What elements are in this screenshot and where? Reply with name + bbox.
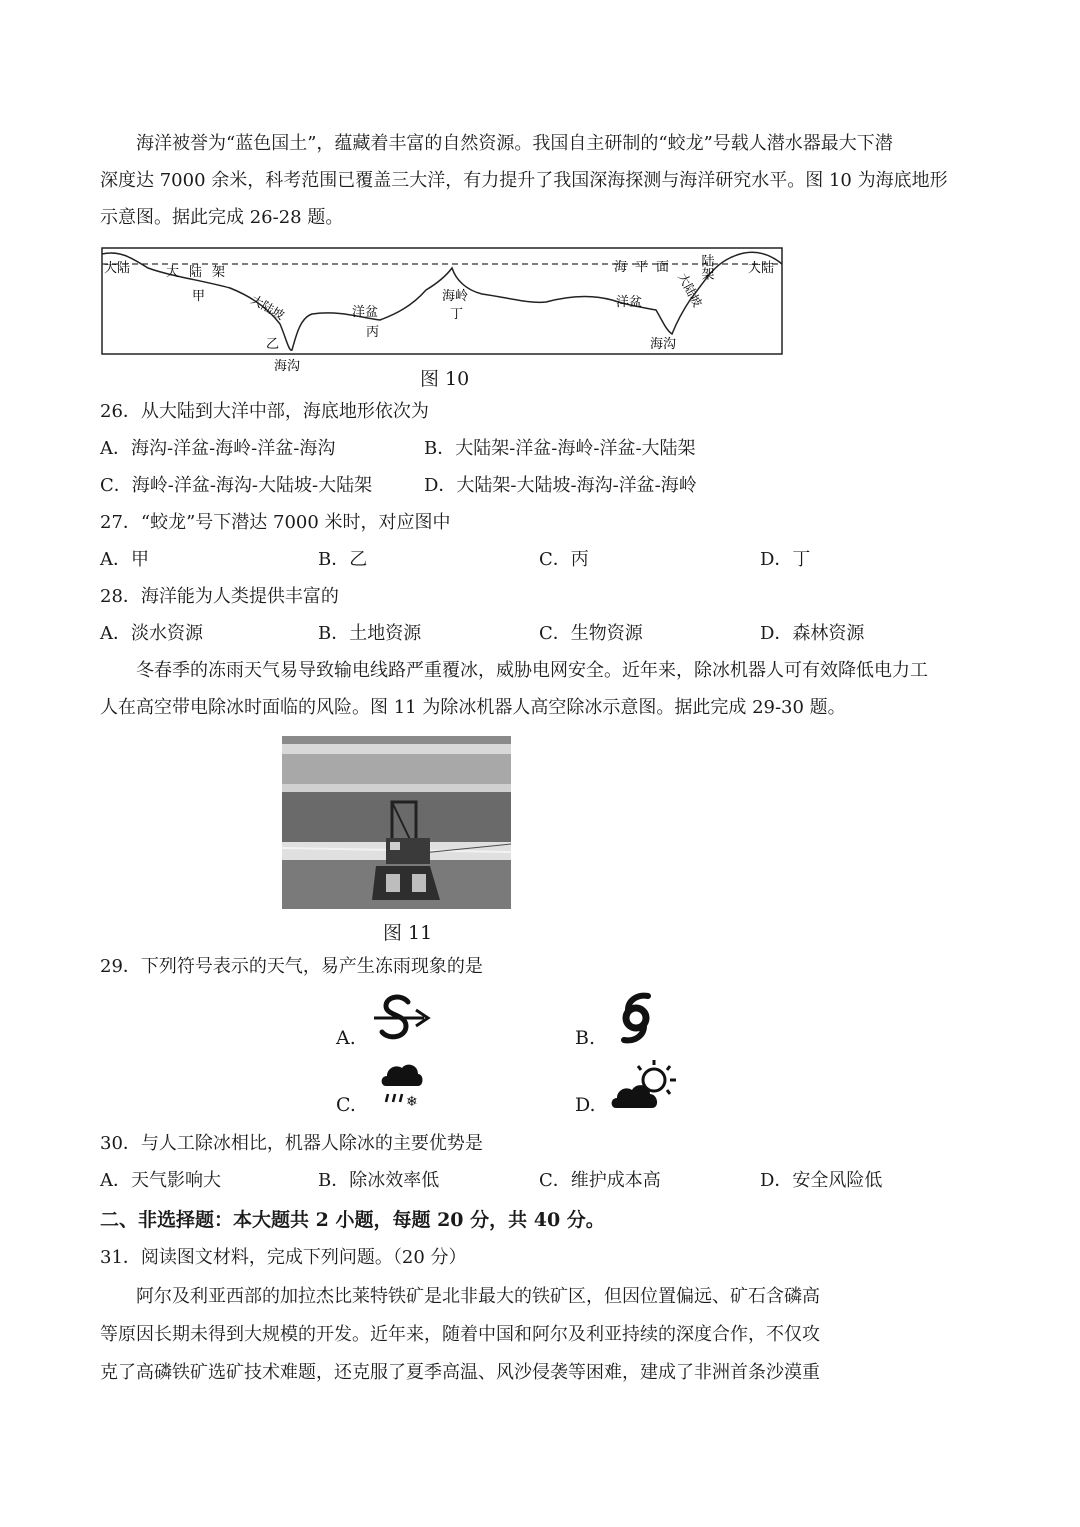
q28-stem: 28．海洋能为人类提供丰富的 (100, 586, 339, 607)
typhoon-icon (614, 992, 658, 1044)
label-shelf-left: 大陆架 (166, 265, 236, 280)
label-slope-right: 大陆坡 (675, 270, 705, 310)
sleet-icon (378, 1058, 426, 1112)
q26-option-a: A．海沟-洋盆-海岭-洋盆-海沟 (100, 438, 336, 459)
label-trench-right: 海沟 (650, 337, 677, 352)
q31-stem: 31．阅读图文材料，完成下列问题。（20 分） (100, 1247, 467, 1268)
q29-stem: 29．下列符号表示的天气，易产生冻雨现象的是 (100, 956, 483, 977)
intro-line-3: 示意图。据此完成 26-28 题。 (100, 207, 344, 228)
section2-title: 二、非选择题：本大题共 2 小题，每题 20 分，共 40 分。 (100, 1209, 605, 1231)
q30-option-d: D．安全风险低 (760, 1170, 883, 1191)
svg-text:❄: ❄ (406, 1094, 418, 1110)
label-continent-left: 大陆 (104, 261, 131, 276)
q30-option-b: B．除冰效率低 (318, 1170, 440, 1191)
q30-option-c: C．维护成本高 (539, 1170, 661, 1191)
q27-option-a: A．甲 (100, 549, 149, 570)
q30-stem: 30．与人工除冰相比，机器人除冰的主要优势是 (100, 1133, 483, 1154)
fig10-caption: 图 10 (420, 368, 470, 390)
partly-cloudy-icon (610, 1058, 680, 1114)
intro2-line-2: 人在高空带电除冰时面临的风险。图 11 为除冰机器人高空除冰示意图。据此完成 29-30 题。 (100, 697, 846, 718)
q27-option-d: D．丁 (760, 549, 811, 570)
label-basin-right: 洋盆 (616, 295, 643, 310)
q26-option-d: D．大陆架-大陆坡-海沟-洋盆-海岭 (424, 475, 697, 496)
q30-option-a: A．天气影响大 (100, 1170, 221, 1191)
q27-option-c: C．丙 (539, 549, 589, 570)
label-yi: 乙 (266, 337, 280, 352)
q27-stem: 27．“蛟龙”号下潜达 7000 米时，对应图中 (100, 512, 451, 533)
label-basin-left: 洋盆 (352, 305, 379, 320)
sandstorm-icon (372, 992, 434, 1044)
q28-option-d: D．森林资源 (760, 623, 865, 644)
fig11-caption: 图 11 (383, 922, 433, 944)
label-bing: 丙 (366, 325, 380, 340)
label-ding: 丁 (450, 307, 464, 322)
q27-option-b: B．乙 (318, 549, 368, 570)
intro-line-2: 深度达 7000 余米，科考范围已覆盖三大洋，有力提升了我国深海探测与海洋研究水平。图 10 为海底地形 (100, 170, 948, 191)
label-trench-left: 海沟 (274, 359, 301, 374)
q31-line-2: 等原因长期未得到大规模的开发。近年来，随着中国和阿尔及利亚持续的深度合作，不仅攻 (100, 1324, 820, 1345)
deicing-robot-photo (282, 736, 511, 909)
q26-option-b: B．大陆架-洋盆-海岭-洋盆-大陆架 (424, 438, 696, 459)
q26-stem: 26．从大陆到大洋中部，海底地形依次为 (100, 401, 429, 422)
label-ridge: 海岭 (442, 289, 469, 304)
seabed-profile-diagram (100, 246, 786, 374)
q29-option-c-label: C. (336, 1094, 356, 1116)
q28-option-a: A．淡水资源 (100, 623, 203, 644)
q29-option-d-label: D. (575, 1094, 596, 1116)
label-continent-right: 大陆 (748, 261, 775, 276)
q28-option-b: B．土地资源 (318, 623, 422, 644)
deicing-robot-drawing (282, 736, 511, 909)
q31-line-1: 阿尔及利亚西部的加拉杰比莱特铁矿是北非最大的铁矿区，但因位置偏远、矿石含磷高 (136, 1286, 820, 1307)
q31-line-3: 克了高磷铁矿选矿技术难题，还克服了夏季高温、风沙侵袭等困难，建成了非洲首条沙漠重 (100, 1362, 820, 1383)
label-jia: 甲 (192, 289, 206, 304)
intro-line-1: 海洋被誉为“蓝色国土”，蕴藏着丰富的自然资源。我国自主研制的“蛟龙”号载人潜水器最大下潜 (136, 133, 893, 154)
intro2-line-1: 冬春季的冻雨天气易导致输电线路严重覆冰，威胁电网安全。近年来，除冰机器人可有效降低电力工 (136, 660, 928, 681)
label-shelf-right: 陆架 (698, 254, 714, 280)
label-slope-left: 大陆坡 (248, 292, 287, 323)
q29-option-b-label: B. (575, 1027, 596, 1049)
q26-option-c: C．海岭-洋盆-海沟-大陆坡-大陆架 (100, 475, 373, 496)
q28-option-c: C．生物资源 (539, 623, 643, 644)
q29-option-a-label: A. (336, 1027, 356, 1049)
label-sea-level: 海平面 (614, 260, 678, 275)
